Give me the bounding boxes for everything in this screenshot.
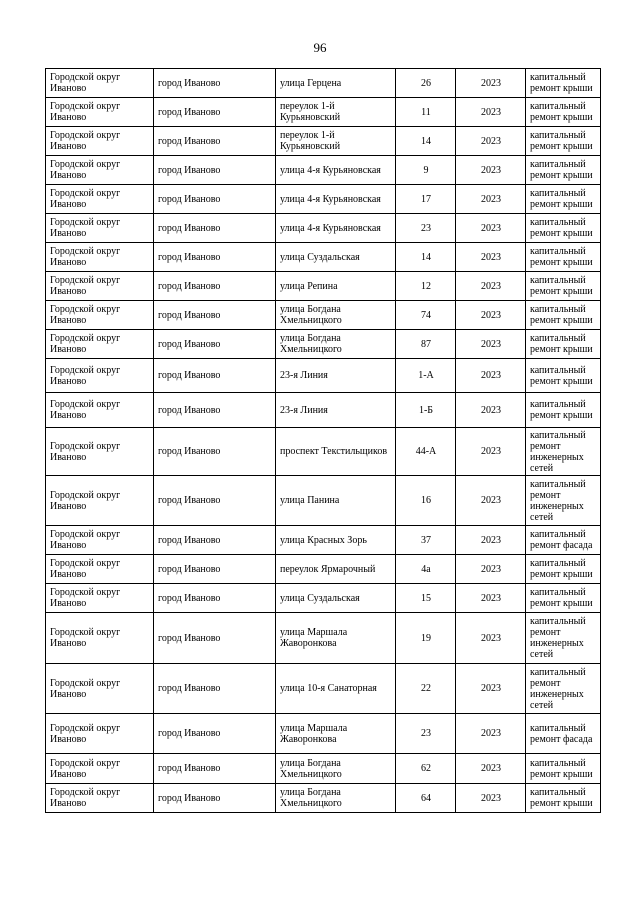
city-cell: город Иваново (154, 330, 276, 359)
year-cell: 2023 (456, 584, 526, 613)
year-cell: 2023 (456, 127, 526, 156)
district-cell: Городской округ Иваново (46, 555, 154, 584)
table-row (46, 714, 601, 754)
table-row (46, 613, 601, 664)
street-cell: улица Красных Зорь (276, 526, 396, 555)
house-number-cell: 23 (396, 214, 456, 243)
year-cell: 2023 (456, 428, 526, 476)
street-cell: переулок Ярмарочный (276, 555, 396, 584)
work-type-cell: капитальный ремонт крыши (526, 393, 601, 428)
year-cell: 2023 (456, 714, 526, 754)
house-number-cell: 22 (396, 664, 456, 714)
city-cell: город Иваново (154, 69, 276, 98)
house-number-cell: 17 (396, 185, 456, 214)
house-number-cell: 1-А (396, 359, 456, 393)
house-number-cell: 16 (396, 476, 456, 526)
work-type-cell: капитальный ремонт инженерных сетей (526, 428, 601, 476)
table-row (46, 272, 601, 301)
city-cell: город Иваново (154, 664, 276, 714)
year-cell: 2023 (456, 613, 526, 664)
year-cell: 2023 (456, 555, 526, 584)
year-cell: 2023 (456, 664, 526, 714)
work-type-cell: капитальный ремонт крыши (526, 185, 601, 214)
year-cell: 2023 (456, 214, 526, 243)
house-number-cell: 14 (396, 243, 456, 272)
year-cell: 2023 (456, 243, 526, 272)
street-cell: улица Богдана Хмельницкого (276, 301, 396, 330)
district-cell: Городской округ Иваново (46, 69, 154, 98)
year-cell: 2023 (456, 272, 526, 301)
district-cell: Городской округ Иваново (46, 584, 154, 613)
street-cell: улица Маршала Жаворонкова (276, 714, 396, 754)
table-row (46, 393, 601, 428)
city-cell: город Иваново (154, 301, 276, 330)
street-cell: улица Суздальская (276, 584, 396, 613)
house-number-cell: 37 (396, 526, 456, 555)
district-cell: Городской округ Иваново (46, 185, 154, 214)
house-number-cell: 74 (396, 301, 456, 330)
street-cell: улица Герцена (276, 69, 396, 98)
year-cell: 2023 (456, 359, 526, 393)
street-cell: 23-я Линия (276, 359, 396, 393)
table-row (46, 185, 601, 214)
district-cell: Городской округ Иваново (46, 214, 154, 243)
year-cell: 2023 (456, 185, 526, 214)
work-type-cell: капитальный ремонт крыши (526, 98, 601, 127)
street-cell: улица 4-я Курьяновская (276, 156, 396, 185)
house-number-cell: 1-Б (396, 393, 456, 428)
repair-schedule-table (45, 68, 601, 813)
year-cell: 2023 (456, 98, 526, 127)
year-cell: 2023 (456, 784, 526, 813)
district-cell: Городской округ Иваново (46, 330, 154, 359)
street-cell: улица 10-я Санаторная (276, 664, 396, 714)
district-cell: Городской округ Иваново (46, 476, 154, 526)
city-cell: город Иваново (154, 243, 276, 272)
street-cell: проспект Текстильщиков (276, 428, 396, 476)
house-number-cell: 87 (396, 330, 456, 359)
district-cell: Городской округ Иваново (46, 127, 154, 156)
table-row (46, 784, 601, 813)
year-cell: 2023 (456, 754, 526, 784)
house-number-cell: 12 (396, 272, 456, 301)
table-row (46, 555, 601, 584)
work-type-cell: капитальный ремонт крыши (526, 214, 601, 243)
city-cell: город Иваново (154, 784, 276, 813)
house-number-cell: 15 (396, 584, 456, 613)
city-cell: город Иваново (154, 127, 276, 156)
work-type-cell: капитальный ремонт крыши (526, 555, 601, 584)
district-cell: Городской округ Иваново (46, 526, 154, 555)
work-type-cell: капитальный ремонт крыши (526, 127, 601, 156)
district-cell: Городской округ Иваново (46, 98, 154, 127)
year-cell: 2023 (456, 476, 526, 526)
city-cell: город Иваново (154, 526, 276, 555)
city-cell: город Иваново (154, 754, 276, 784)
district-cell: Городской округ Иваново (46, 393, 154, 428)
street-cell: переулок 1-й Курьяновский (276, 127, 396, 156)
house-number-cell: 19 (396, 613, 456, 664)
table-row (46, 243, 601, 272)
district-cell: Городской округ Иваново (46, 301, 154, 330)
table-row (46, 69, 601, 98)
district-cell: Городской округ Иваново (46, 784, 154, 813)
work-type-cell: капитальный ремонт инженерных сетей (526, 613, 601, 664)
city-cell: город Иваново (154, 555, 276, 584)
table-row (46, 526, 601, 555)
year-cell: 2023 (456, 69, 526, 98)
house-number-cell: 9 (396, 156, 456, 185)
city-cell: город Иваново (154, 185, 276, 214)
house-number-cell: 44-А (396, 428, 456, 476)
district-cell: Городской округ Иваново (46, 243, 154, 272)
work-type-cell: капитальный ремонт крыши (526, 156, 601, 185)
house-number-cell: 11 (396, 98, 456, 127)
work-type-cell: капитальный ремонт крыши (526, 359, 601, 393)
year-cell: 2023 (456, 156, 526, 185)
house-number-cell: 14 (396, 127, 456, 156)
district-cell: Городской округ Иваново (46, 613, 154, 664)
district-cell: Городской округ Иваново (46, 754, 154, 784)
work-type-cell: капитальный ремонт фасада (526, 526, 601, 555)
year-cell: 2023 (456, 330, 526, 359)
table-row (46, 584, 601, 613)
street-cell: улица Панина (276, 476, 396, 526)
table-body (46, 69, 601, 813)
table-row (46, 127, 601, 156)
table-row (46, 476, 601, 526)
work-type-cell: капитальный ремонт инженерных сетей (526, 476, 601, 526)
year-cell: 2023 (456, 301, 526, 330)
street-cell: улица 4-я Курьяновская (276, 185, 396, 214)
house-number-cell: 23 (396, 714, 456, 754)
page-number: 96 (313, 40, 327, 55)
city-cell: город Иваново (154, 714, 276, 754)
work-type-cell: капитальный ремонт крыши (526, 272, 601, 301)
street-cell: улица Маршала Жаворонкова (276, 613, 396, 664)
city-cell: город Иваново (154, 156, 276, 185)
table-row (46, 98, 601, 127)
street-cell: улица Богдана Хмельницкого (276, 330, 396, 359)
city-cell: город Иваново (154, 613, 276, 664)
street-cell: улица 4-я Курьяновская (276, 214, 396, 243)
table-row (46, 359, 601, 393)
work-type-cell: капитальный ремонт крыши (526, 754, 601, 784)
city-cell: город Иваново (154, 428, 276, 476)
district-cell: Городской округ Иваново (46, 664, 154, 714)
work-type-cell: капитальный ремонт инженерных сетей (526, 664, 601, 714)
house-number-cell: 4а (396, 555, 456, 584)
table-row (46, 330, 601, 359)
street-cell: улица Богдана Хмельницкого (276, 754, 396, 784)
house-number-cell: 26 (396, 69, 456, 98)
city-cell: город Иваново (154, 584, 276, 613)
work-type-cell: капитальный ремонт крыши (526, 784, 601, 813)
street-cell: переулок 1-й Курьяновский (276, 98, 396, 127)
street-cell: 23-я Линия (276, 393, 396, 428)
city-cell: город Иваново (154, 98, 276, 127)
house-number-cell: 62 (396, 754, 456, 784)
street-cell: улица Репина (276, 272, 396, 301)
city-cell: город Иваново (154, 476, 276, 526)
year-cell: 2023 (456, 526, 526, 555)
district-cell: Городской округ Иваново (46, 359, 154, 393)
work-type-cell: капитальный ремонт крыши (526, 301, 601, 330)
city-cell: город Иваново (154, 214, 276, 243)
work-type-cell: капитальный ремонт фасада (526, 714, 601, 754)
table-row (46, 664, 601, 714)
district-cell: Городской округ Иваново (46, 272, 154, 301)
work-type-cell: капитальный ремонт крыши (526, 330, 601, 359)
house-number-cell: 64 (396, 784, 456, 813)
work-type-cell: капитальный ремонт крыши (526, 243, 601, 272)
district-cell: Городской округ Иваново (46, 714, 154, 754)
city-cell: город Иваново (154, 272, 276, 301)
district-cell: Городской округ Иваново (46, 156, 154, 185)
table-row (46, 214, 601, 243)
city-cell: город Иваново (154, 359, 276, 393)
street-cell: улица Богдана Хмельницкого (276, 784, 396, 813)
table-row (46, 754, 601, 784)
work-type-cell: капитальный ремонт крыши (526, 69, 601, 98)
table-row (46, 428, 601, 476)
city-cell: город Иваново (154, 393, 276, 428)
table-row (46, 301, 601, 330)
street-cell: улица Суздальская (276, 243, 396, 272)
work-type-cell: капитальный ремонт крыши (526, 584, 601, 613)
table-row (46, 156, 601, 185)
year-cell: 2023 (456, 393, 526, 428)
district-cell: Городской округ Иваново (46, 428, 154, 476)
